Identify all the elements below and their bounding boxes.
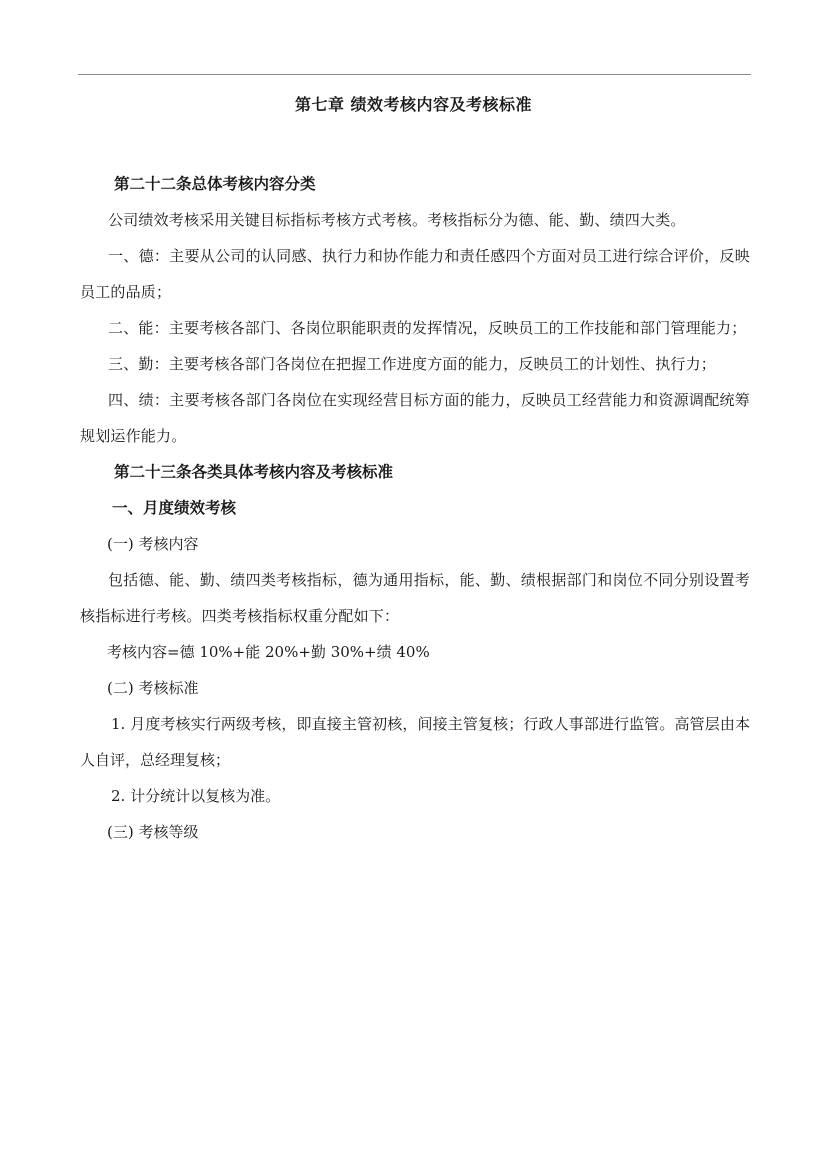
chapter-title: 第七章 绩效考核内容及考核标准 [294,95,533,114]
content-paragraph: 包括德、能、勤、绩四类考核指标，德为通用指标，能、勤、绩根据部门和岗位不同分别设置考核指标进行考核。四类考核指标权重分配如下： [80,571,750,625]
item-ji: 四、绩：主要考核各部门各岗位在实现经营目标方面的能力，反映员工经营能力和资源调配统筹规划运作能力。 [80,391,750,445]
standard-item-1: 1. 月度考核实行两级考核，即直接主管初核，间接主管复核；行政人事部进行监管。高管层由本人自评，总经理复核； [80,715,750,769]
article-23-heading: 第二十三条各类具体考核内容及考核标准 [114,462,394,481]
standard-item-2: 2. 计分统计以复核为准。 [111,787,281,805]
subsection-grade: (三) 考核等级 [107,823,199,841]
item-qin: 三、勤：主要考核各部门各岗位在把握工作进度方面的能力，反映员工的计划性、执行力； [108,355,717,373]
item-de: 一、德：主要从公司的认同感、执行力和协作能力和责任感四个方面对员工进行综合评价，反映员工的品质； [80,247,750,301]
intro-paragraph: 公司绩效考核采用关键目标指标考核方式考核。考核指标分为德、能、勤、绩四大类。 [108,211,686,229]
subsection-standard: (二) 考核标准 [107,679,199,697]
subsection-content: (一) 考核内容 [107,535,199,553]
weight-formula: 考核内容=德 10%+能 20%+勤 30%+绩 40% [107,643,430,661]
item-neng: 二、能：主要考核各部门、各岗位职能职责的发挥情况，反映员工的工作技能和部门管理能力； [108,319,747,337]
document-body [80,166,750,850]
article-22-heading: 第二十二条总体考核内容分类 [114,174,316,193]
header-rule [78,74,751,75]
monthly-heading: 一、月度绩效考核 [112,498,237,517]
